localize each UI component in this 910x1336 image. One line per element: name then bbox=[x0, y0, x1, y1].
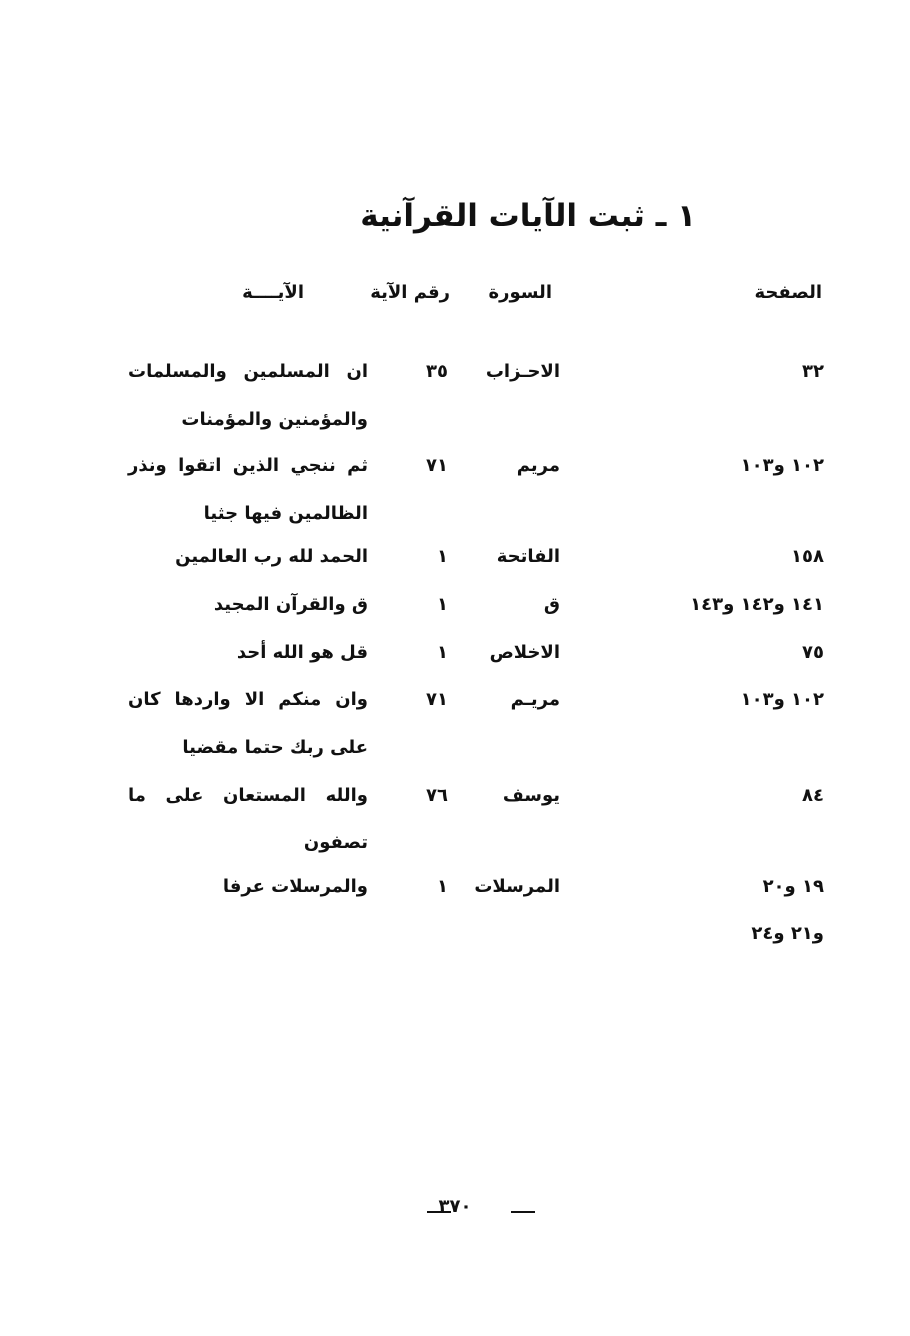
row-number-cell: ١ bbox=[437, 546, 448, 567]
table-row bbox=[0, 785, 910, 825]
column-header-verse: الآيــــة bbox=[242, 282, 304, 303]
table-row bbox=[0, 832, 910, 872]
table-row bbox=[0, 409, 910, 449]
page-title: ١ ـ ثبت الآيات القرآنية bbox=[360, 198, 696, 234]
row-number-cell: ٧٦ bbox=[426, 785, 448, 806]
row-surah-cell: الاخلاص bbox=[489, 642, 560, 663]
table-row bbox=[0, 689, 910, 729]
row-page-cell: ١٩ و٢٠ bbox=[762, 876, 824, 897]
row-surah-cell: ق bbox=[543, 594, 560, 615]
page-number: ٣٧٠ bbox=[438, 1196, 472, 1217]
table-row bbox=[0, 361, 910, 401]
page-number-right-dash bbox=[511, 1211, 535, 1213]
row-surah-cell: يوسف bbox=[502, 785, 560, 806]
row-number-cell: ١ bbox=[437, 876, 448, 897]
column-header-surah: السورة bbox=[488, 282, 552, 303]
row-page-cell: ٣٢ bbox=[802, 361, 824, 382]
row-number-cell: ٧١ bbox=[426, 689, 448, 710]
row-verse-cell: والله المستعان على ما bbox=[128, 785, 368, 806]
row-verse-cell: ثم ننجي الذين اتقوا ونذر bbox=[128, 455, 368, 476]
table-row bbox=[0, 594, 910, 634]
row-number-cell: ١ bbox=[437, 642, 448, 663]
row-verse-cell: قل هو الله أحد bbox=[236, 642, 368, 663]
table-row bbox=[0, 503, 910, 543]
row-verse-cell: والمؤمنين والمؤمنات bbox=[181, 409, 368, 430]
table-row bbox=[0, 642, 910, 682]
table-row bbox=[0, 923, 910, 963]
table-row bbox=[0, 876, 910, 916]
row-number-cell: ٣٥ bbox=[426, 361, 448, 382]
table-row bbox=[0, 546, 910, 586]
column-header-verse-number: رقم الآية bbox=[370, 282, 450, 303]
column-header-page: الصفحة bbox=[754, 282, 822, 303]
row-page-cell: ١٠٢ و١٠٣ bbox=[740, 689, 824, 710]
row-surah-cell: المرسلات bbox=[474, 876, 560, 897]
row-verse-cell: والمرسلات عرفا bbox=[222, 876, 368, 897]
row-surah-cell: الفاتحة bbox=[496, 546, 560, 567]
row-page-cell: ١٤١ و١٤٢ و١٤٣ bbox=[690, 594, 824, 615]
row-verse-cell: الحمد لله رب العالمين bbox=[175, 546, 368, 567]
row-page-cell: ٧٥ bbox=[802, 642, 824, 663]
table-row bbox=[0, 455, 910, 495]
row-verse-cell: الظالمين فيها جثيا bbox=[203, 503, 368, 524]
row-number-cell: ٧١ bbox=[426, 455, 448, 476]
row-verse-cell: ق والقرآن المجيد bbox=[213, 594, 368, 615]
row-verse-cell: ان المسلمين والمسلمات bbox=[128, 361, 368, 382]
row-verse-cell: تصفون bbox=[303, 832, 368, 853]
table-row bbox=[0, 737, 910, 777]
row-surah-cell: الاحـزاب bbox=[485, 361, 560, 382]
row-number-cell: ١ bbox=[437, 594, 448, 615]
row-page-cell: ١٥٨ bbox=[791, 546, 824, 567]
row-verse-cell: وان منكم الا واردها كان bbox=[128, 689, 368, 710]
row-page-cell: ١٠٢ و١٠٣ bbox=[740, 455, 824, 476]
row-page-cell: ٨٤ bbox=[802, 785, 824, 806]
row-page-cell: و٢١ و٢٤ bbox=[751, 923, 824, 944]
row-surah-cell: مريم bbox=[516, 455, 560, 476]
row-verse-cell: على ربك حتما مقضيا bbox=[182, 737, 368, 758]
row-surah-cell: مريـم bbox=[510, 689, 560, 710]
